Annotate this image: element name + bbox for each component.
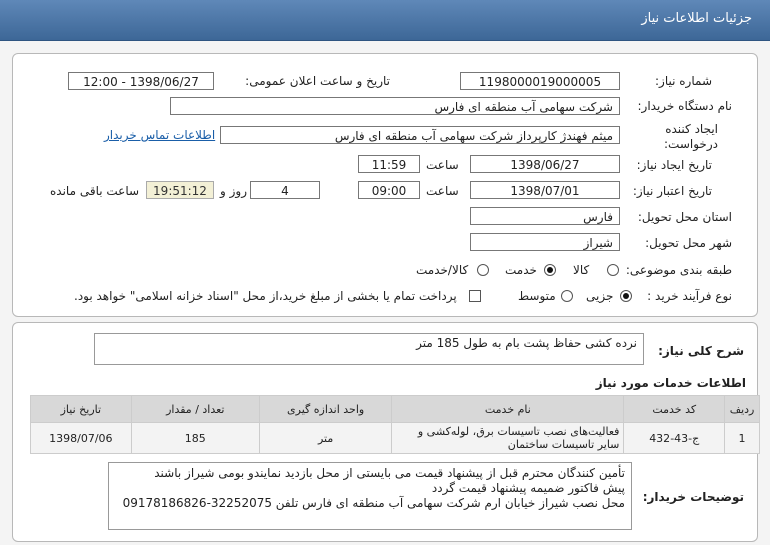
validity-time-label: ساعت — [426, 184, 459, 198]
category-service-radio[interactable] — [544, 264, 556, 276]
service-code: ج-43-432 — [624, 423, 725, 454]
remaining-days-field: 4 — [250, 181, 320, 199]
category-goods-label: کالا — [573, 263, 590, 277]
create-date-label: تاریخ ایجاد نیاز: — [636, 158, 712, 172]
table-row — [31, 423, 760, 454]
validity-date-field: 1398/07/01 — [470, 181, 620, 199]
need-date: 1398/07/06 — [31, 423, 132, 454]
col-service-code: کد خدمت — [624, 396, 725, 423]
remaining-time-field: 19:51:12 — [146, 181, 214, 199]
category-goods-radio[interactable] — [607, 264, 619, 276]
treasury-payment-checkbox[interactable] — [469, 290, 481, 302]
page-header — [0, 0, 770, 41]
create-time-label: ساعت — [426, 158, 459, 172]
need-number-label: شماره نیاز: — [655, 74, 712, 88]
page-title: جزئیات اطلاعات نیاز — [641, 11, 752, 26]
province-field: فارس — [470, 207, 620, 225]
service-name: فعالیت‌های نصب تاسیسات برق، لوله‌کشی و سایر تاسیسات ساختمان — [392, 423, 624, 454]
unit: متر — [259, 423, 391, 454]
buyer-note-line: پیش فاکتور ضمیمه پیشنهاد قیمت گردد — [431, 481, 625, 495]
buyer-notes-field — [108, 462, 632, 530]
services-table-header — [31, 396, 760, 423]
description-label: شرح کلی نیاز: — [658, 344, 744, 358]
need-number-field: 1198000019000005 — [460, 72, 620, 90]
category-label: طبقه بندی موضوعی: — [625, 263, 732, 277]
category-goods-service-radio[interactable] — [477, 264, 489, 276]
col-row: ردیف — [725, 396, 760, 423]
services-table — [30, 395, 760, 454]
buyer-notes-label: توضیحات خریدار: — [642, 490, 744, 504]
announce-datetime-label: تاریخ و ساعت اعلان عمومی: — [245, 74, 390, 88]
col-unit: واحد اندازه گیری — [259, 396, 391, 423]
province-label: استان محل تحویل: — [637, 210, 732, 224]
process-medium-label: متوسط — [518, 289, 556, 303]
process-medium-radio[interactable] — [561, 290, 573, 302]
announce-datetime-field: 1398/06/27 - 12:00 — [68, 72, 214, 90]
category-service-label: خدمت — [505, 263, 537, 277]
buyer-note-line: تأمین کنندگان محترم قبل از پیشنهاد قیمت می بایستی از محل بازدید نمایندو بومی شیراز باشند — [154, 466, 625, 480]
purchase-process-label: نوع فرآیند خرید : — [647, 289, 732, 303]
requester-label: ایجاد کننده درخواست: — [664, 122, 718, 151]
row-number: 1 — [725, 423, 760, 454]
create-date-field: 1398/06/27 — [470, 155, 620, 173]
services-section-title: اطلاعات خدمات مورد نیاز — [595, 376, 746, 390]
process-minor-label: جزیی — [586, 289, 614, 303]
process-minor-radio[interactable] — [620, 290, 632, 302]
buyer-note-line: محل نصب شیراز خیابان ارم شرکت سهامی آب منطقه ای فارس تلفن 32252075-09178186826 — [122, 496, 625, 510]
buyer-contact-link[interactable]: اطلاعات تماس خریدار — [104, 128, 216, 142]
requester-field: میثم فهندژ کارپرداز شرکت سهامی آب منطقه ای فارس — [220, 126, 620, 144]
quantity: 185 — [131, 423, 259, 454]
days-label: روز و — [220, 184, 247, 198]
col-quantity: تعداد / مقدار — [131, 396, 259, 423]
buyer-org-label: نام دستگاه خریدار: — [637, 99, 732, 113]
validity-date-label: تاریخ اعتبار نیاز: — [632, 184, 712, 198]
description-field: نرده کشی حفاظ پشت بام به طول 185 متر — [94, 333, 644, 365]
treasury-payment-note: پرداخت تمام یا بخشی از مبلغ خرید،از محل "اسناد خزانه اسلامی" خواهد بود. — [74, 289, 457, 303]
city-label: شهر محل تحویل: — [645, 236, 732, 250]
category-goods-service-label: کالا/خدمت — [416, 263, 469, 277]
validity-time-field: 09:00 — [358, 181, 420, 199]
buyer-org-field: شرکت سهامی آب منطقه ای فارس — [170, 97, 620, 115]
remaining-time-label: ساعت باقی مانده — [50, 184, 140, 198]
city-field: شیراز — [470, 233, 620, 251]
col-need-date: تاریخ نیاز — [31, 396, 132, 423]
create-time-field: 11:59 — [358, 155, 420, 173]
col-service-name: نام خدمت — [392, 396, 624, 423]
